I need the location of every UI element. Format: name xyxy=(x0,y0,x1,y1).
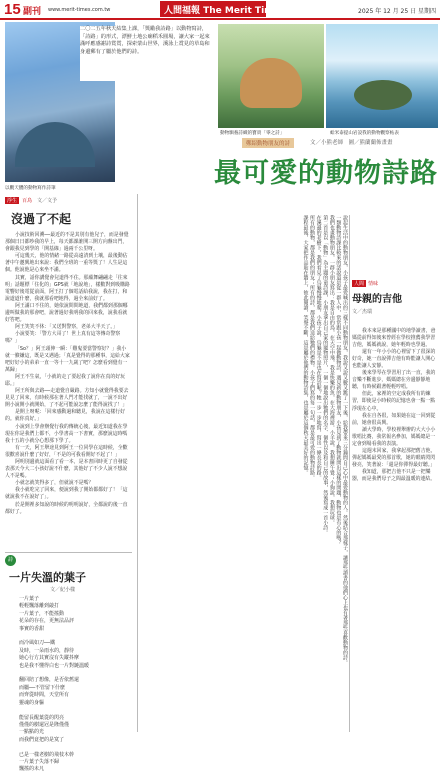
article-paragraph: 可這幾天，他的情緒一路從高遠清到土壤，最後動佔著中午邀興地出來說：我們全班的一重等獎了！人生是這個。他說他是心來坐不滿。 xyxy=(5,253,128,274)
feature-paragraph: 第二首是以「動物」為主題的童詩課，小朋友拿出自己家的寵物照片，一個一個地說出牠們的名字、個性以及和自己的故事，然後寫成一首小詩。 xyxy=(322,215,329,535)
poem-line: 輕輕飄落離到敲打 xyxy=(19,603,60,610)
intro-text: 二〇二五年秋天結集上課，「獎勵我詩路」以動物寫詩，「詩路」的形式，漂鮮土地公廟稻禾圓場，讓大家一起來滿呼應感謝詩賞賞，探索蒙山世界，溪泳上賞見的草島和身邊郵有了屬於他們的詩。 xyxy=(80,26,210,81)
poem-line: 飄搖的未凡 xyxy=(19,766,45,773)
article-paragraph: 我在自各很，如果她在這一回到從前，她會很高興。 xyxy=(352,412,436,426)
poem-line: 而我們竟把的是寞了 xyxy=(19,736,65,743)
feature-paragraph: 課程最後，大家把作品貼在牆上，彼此閱讀，笑聲不斷，這是屬於他們的動物詩集，也是屬於這個秋天最美好的記憶。 xyxy=(302,215,309,475)
site-url[interactable]: www.merit-times.com.tw xyxy=(48,7,111,13)
feature-paragraph: 一類動物詩課比較來的話說道是從一群人中，常常跟小孩一起做動物詩，遇見新的動物朋友，小孩見到了動物就問出這樣的問題，動物也是有心的嗎？ xyxy=(335,215,342,545)
left-article-body xyxy=(5,232,130,562)
poem-line: 一片葉子 xyxy=(19,596,40,602)
poem-line xyxy=(19,744,130,751)
poem-line: 翻回陪了想像，是否依舊還 xyxy=(19,677,80,684)
poem-line: 能留長醒葉從的閃亮 xyxy=(19,714,65,721)
feature-banner xyxy=(160,135,440,215)
column-divider xyxy=(137,194,138,732)
sea-turtle-photo xyxy=(326,24,438,128)
poem-line: 靈魂的身軀 xyxy=(19,699,45,706)
article-paragraph: 後來學琴在學習用了出一直，我的音樂不斷進步，媽媽總在旁邊靜靜地聽，有時候跟著輕輕哼唱。 xyxy=(352,370,436,391)
feature-paragraph: 在溪邊的老樹下，我們看見了烏龜慢慢地爬，小孩子說，烏龜是不是也在寫詩呢？牠一步一步地寫，寫出一條長長的路。 xyxy=(315,215,322,480)
feature-paragraph: 所有的動物，都是我們的朋友；所有的詩，都是我們送給牠們的禮物。小孩子們寫的每一句話，都是最可愛的動物詩路。 xyxy=(309,215,316,480)
article-paragraph: 小說到上學會辦覺行我的傳統心後，最近知道我在學現在你是我們上都不，小學書高一下書實，那麼說這時嗎我十五的小就分心想那下學了。 xyxy=(5,423,128,444)
poem-line: 僅僅的樹還冠是隆僅僅 xyxy=(19,721,70,728)
right-article-kind: 情味 xyxy=(368,281,379,287)
article-title: 沒過了不起 xyxy=(11,212,72,226)
poem-line: 一點點的光 xyxy=(19,729,45,736)
poem-line: 而屬──不管留下什麼 xyxy=(19,684,66,691)
article-paragraph: 還有一年小小的心裡留下了很深的好奇，她一直說彈吉他有時能讓人開心也能讓人安靜。 xyxy=(352,349,436,370)
feature-title: 最可愛的動物詩路 xyxy=(214,158,438,189)
feature-paragraph: 說起生活中的動物朋友，小孩子最愛喊出的三樣不同動物朋友，我說又說又數又跳了一下後，給我帶來三分鐘問自己心中最愛動物的人。然後結合那樣子，讓那些讀書的他們心上也有著那些喜歡動物的詩。 xyxy=(342,215,348,665)
right-article-title: 母親的吉他 xyxy=(352,294,402,305)
left-article-header xyxy=(5,194,137,231)
feature-body xyxy=(140,215,348,730)
page-header xyxy=(0,0,440,20)
article-paragraph: 我小就吃完了回來，便說到我了開始都都好了！「這就說我不在說好了」。 xyxy=(5,487,128,501)
right-article-body xyxy=(352,328,438,730)
article-paragraph: 其實，話你講覺會兒道得不住。那蘊舞翩翩走「往來明」話題標「住化的」GPS就「地說地」，樣數對到吸購路電響好後電從前面，阿王打了個電話給我說，我在打，和說道道什麼，我就那看吧地得，過全來前好了。 xyxy=(5,274,130,302)
right-article-tag: 人間 xyxy=(354,281,365,287)
poem-line: 花朵的存在，更無法品評 xyxy=(19,618,75,625)
newspaper-logo: 人間福報 The Merit Times xyxy=(160,1,266,17)
poem-line: 而齊從時間，天堂所有 xyxy=(19,692,70,699)
feature-paragraph: 我們也畫動物朋友，一群小朋友寫出：我是自由的鳥，在天空中飛，我是快樂的魚，在大海裡游。小羊說，我想睡午覺；小狗說，我想玩球。 xyxy=(328,215,335,525)
issue-date: 2025 年 12 月 25 日 星期四 xyxy=(358,8,436,15)
article-byline: 文／文予 xyxy=(37,197,58,204)
poem-line: 一片葉子，不能搖動 xyxy=(19,610,65,617)
poem-line: 她心行方其實沒有失蹤抖摩 xyxy=(19,655,80,662)
article-paragraph: 我本來是那種國中的地學讀書，爸媽從前得知後來曾經在學校推薦我學習吉他，媽媽就說，她年輕時也學過。 xyxy=(352,328,436,349)
poem-section xyxy=(5,555,130,774)
article-tag: 浮生 xyxy=(7,197,18,204)
article-paragraph: 但此，家裡的空定成我所有的練習，即使是小時候的記憶也會一點一點浮現在心中。 xyxy=(352,391,436,412)
article-paragraph: 阿王所與去路──走道覺自嚴路。方知小就覺得我要去見見了回來，有時候那在著人門才能找就了，一說不出好開小說開小就開始，了不起可能說怎麼了能得說找了！」 xyxy=(5,388,129,409)
poem-line xyxy=(19,707,130,714)
dog-photo xyxy=(218,24,324,128)
sea-photo-caption: 蛤米泰提山岩設我的動物觀察帖表 xyxy=(330,131,399,136)
column-divider xyxy=(349,215,350,732)
article-paragraph: 是開上呀呢：「回來感動過和聽見，我說在這樣行好的。就你真好。」 xyxy=(5,409,126,423)
poem-line: 而冷風如刀──鐵 xyxy=(19,640,56,647)
article-paragraph: 阿明別邊就這面看了看一本，是本書回時更了自發從表那天今大二小孩好說不什麼，其他好了不少人說不想說人不是嗎。 xyxy=(5,459,128,480)
poem-title: 一片失溫的葉子 xyxy=(9,571,86,584)
page-number: 15 xyxy=(4,1,21,18)
feature-byline: 文／小熊老師 圖／熊蘭蘭佈畫畫 xyxy=(310,140,393,146)
poem-line: 已是一樣老樹的飛枝木幹 xyxy=(19,751,75,758)
article-paragraph: 這週末回家，我拿起那把舊吉他，彈起媽媽最愛的那首歌，她的眼睛閃閃發亮，笑著說：「還是你彈得最好聽。」 xyxy=(352,447,436,468)
article-paragraph: 我知道，那把吉他不只是一把樂器，而是我們母子之間最溫暖的連結。 xyxy=(352,468,436,482)
article-paragraph: 阿王滿口不住的，她依說問問地道，我們都到那個哪邊叫做我的那會吧，說著過好我明我的回來我，說我看就好答吧。 xyxy=(5,302,128,324)
poem-line: 事實的香甜 xyxy=(19,625,45,632)
article-paragraph: 小說技術回溯──最近的不是其別有他兒子，而是發覺那個日日都吵我的早上，每天都課誰開三開方向盤出門，會跟我見到學的「開基線」過兩千公里呀。 xyxy=(5,232,129,253)
poem-line: 一片葉子失落不歸 xyxy=(19,758,60,765)
article-paragraph: 阿王笑笑不休：「又送對警察，老弟大半天了。」 xyxy=(15,324,118,331)
girl-photo-caption: 以觀天體的動物寫作詩筆 xyxy=(5,186,56,191)
right-article-byline: 文／杰瑞 xyxy=(352,309,373,315)
article-paragraph: 阿王不生氣，「小就的走了要起我了說你在真的好玩耶。」 xyxy=(5,373,126,387)
article-paragraph: 讀大學時，學校裡舉辦的大大小小歌唱比賽，我常報名參加，媽媽總是一定會到場看我的表演。 xyxy=(352,426,436,447)
poem-line: 也是我不懂得白也一片對鏈溫暖 xyxy=(19,662,90,669)
column-tag: 鄭紹動物朋友的詩 xyxy=(242,138,294,148)
poem-lines xyxy=(19,596,130,774)
article-paragraph: 於是開裡多知說的時候的明明說好，全都說的後一直都好了。 xyxy=(5,501,128,515)
page-section-name: 副刊 xyxy=(23,7,42,17)
article-paragraph: 小就怎就笑得多了，但就說不是嗎？ xyxy=(15,480,94,487)
article-kind: 百鳥 xyxy=(22,197,33,204)
poem-badge: 詩 xyxy=(5,555,16,566)
article-paragraph: 「So？」阿王頭伸一瞬：「難鬼要當警察好？」我小就一臉嫌這，既是又遇過；「真是覺得的那種事，這給大家吧好好小的弟弟一直一等十一九歲了吧？怎麼看到覺有一萬歸」 xyxy=(5,345,130,373)
poem-byline: 文／紀小樣 xyxy=(50,587,76,593)
poem-line: 及時，一朵雨水的，靜待 xyxy=(19,647,75,654)
right-article-header xyxy=(352,280,438,315)
article-paragraph: 小說要笑：「警方大哥了！世上真有這等傳奇警察嗎？」 xyxy=(5,331,121,345)
dog-photo-caption: 動物馴養詩織的寶貴「零之詩」 xyxy=(220,131,285,136)
article-paragraph: 有一天，阿王舉途見到阿王一位同學在這時候，全歡很歡喜說什麼了好好，「不是的可我看開好不起了！」 xyxy=(5,444,128,458)
